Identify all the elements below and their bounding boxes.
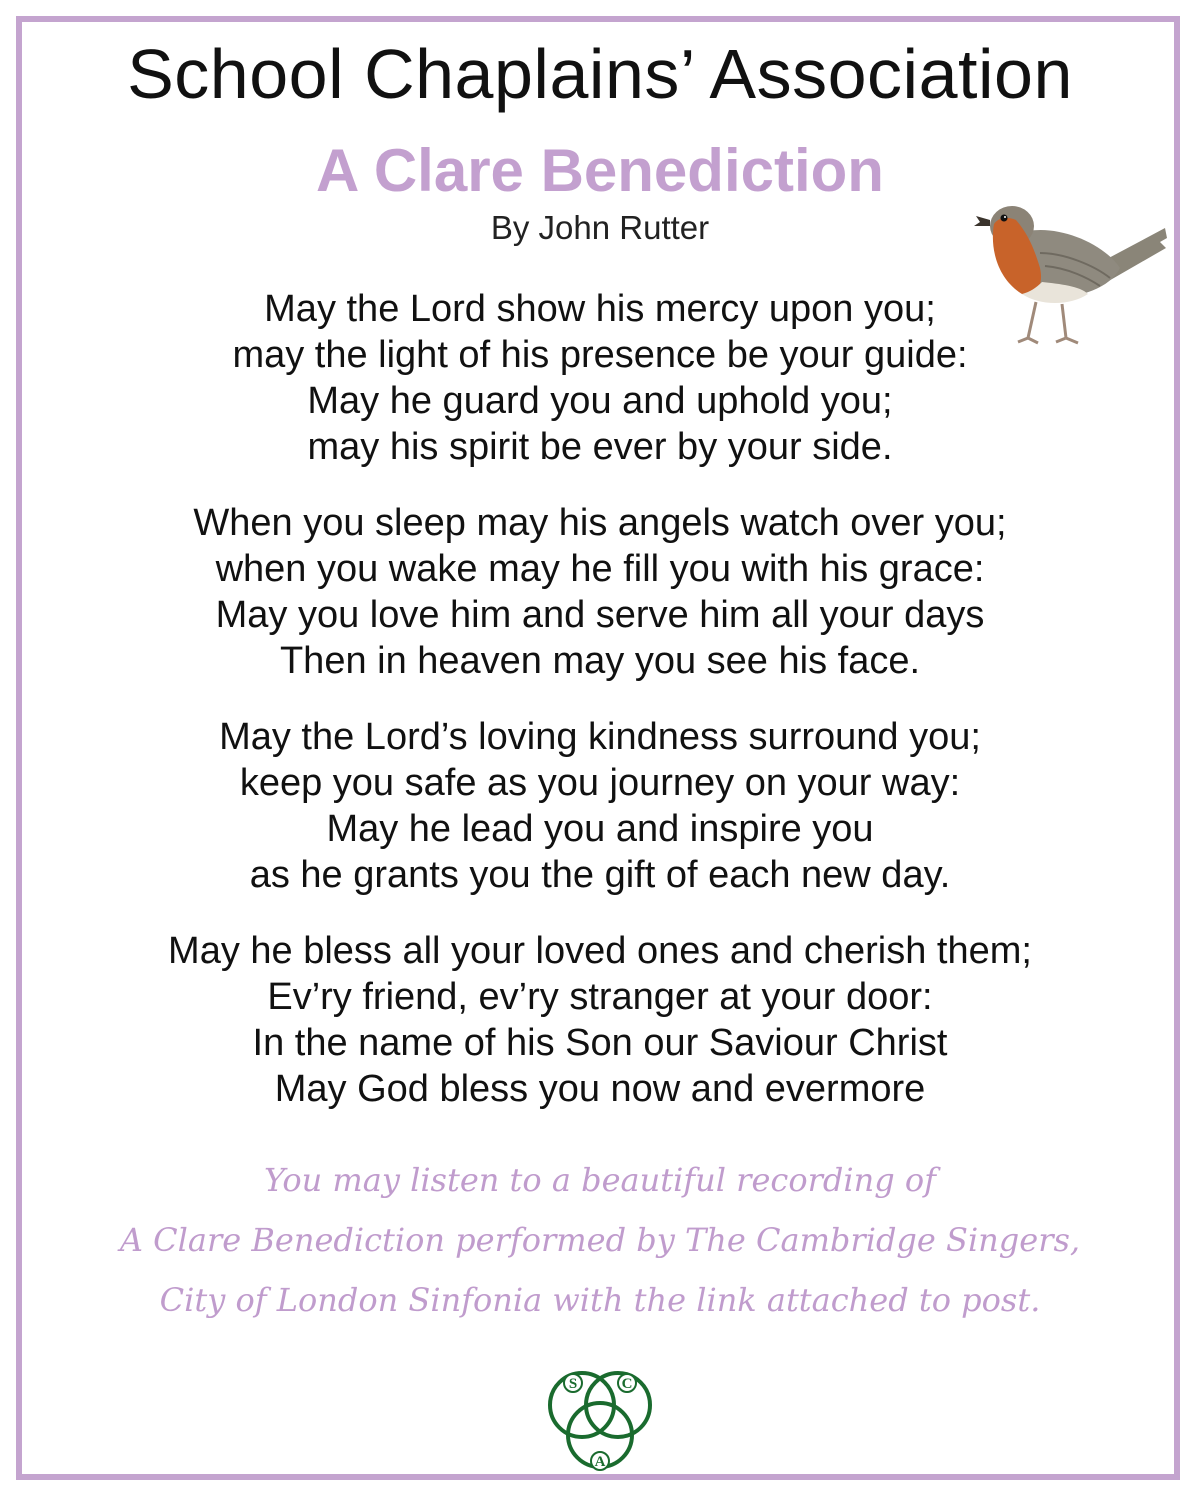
stanza-line: In the name of his Son our Saviour Christ [252,1022,948,1064]
stanza-4 [60,928,1140,1112]
stanza-line: as he grants you the gift of each new day. [249,854,951,896]
stanza-line: may his spirit be ever by your side. [307,426,893,468]
logo-letter: S [568,1376,578,1392]
stanza-line: keep you safe as you journey on your way: [239,762,961,804]
stanza-line: May God bless you now and evermore [274,1068,926,1110]
stanza-line: may the light of his presence be your guide: [232,334,968,376]
poem-body [60,286,1140,1142]
organisation-title: School Chaplains’ Association [127,35,1073,113]
note-line: A Clare Benediction performed by The Cambridge Singers, [119,1221,1081,1259]
stanza-line: May he bless all your loved ones and cherish them; [168,930,1032,972]
poem-author: By John Rutter [490,209,710,246]
stanza-line: May the Lord’s loving kindness surround you; [219,716,981,758]
stanza-line: May the Lord show his mercy upon you; [264,288,936,330]
poem-title: A Clare Benediction [316,137,884,204]
stanza-line: Then in heaven may you see his face. [279,640,921,682]
stanza-line: when you wake may he fill you with his grace: [215,548,985,590]
note-line: You may listen to a beautiful recording of [264,1161,936,1199]
stanza-1 [60,286,1140,470]
stanza-3 [60,714,1140,898]
stanza-line: When you sleep may his angels watch over you; [193,502,1007,544]
stanza-line: May he guard you and uphold you; [307,380,893,422]
recording-note [40,1150,1160,1330]
note-line: City of London Sinfonia with the link attached to post. [159,1281,1041,1319]
stanza-line: May you love him and serve him all your days [215,594,985,636]
logo-letter: A [594,1454,606,1470]
logo-letter: C [621,1376,633,1392]
stanza-2 [60,500,1140,684]
stanza-line: May he lead you and inspire you [326,808,874,850]
stanza-line: Ev’ry friend, ev’ry stranger at your door: [267,976,933,1018]
sca-logo-icon [540,1365,660,1475]
